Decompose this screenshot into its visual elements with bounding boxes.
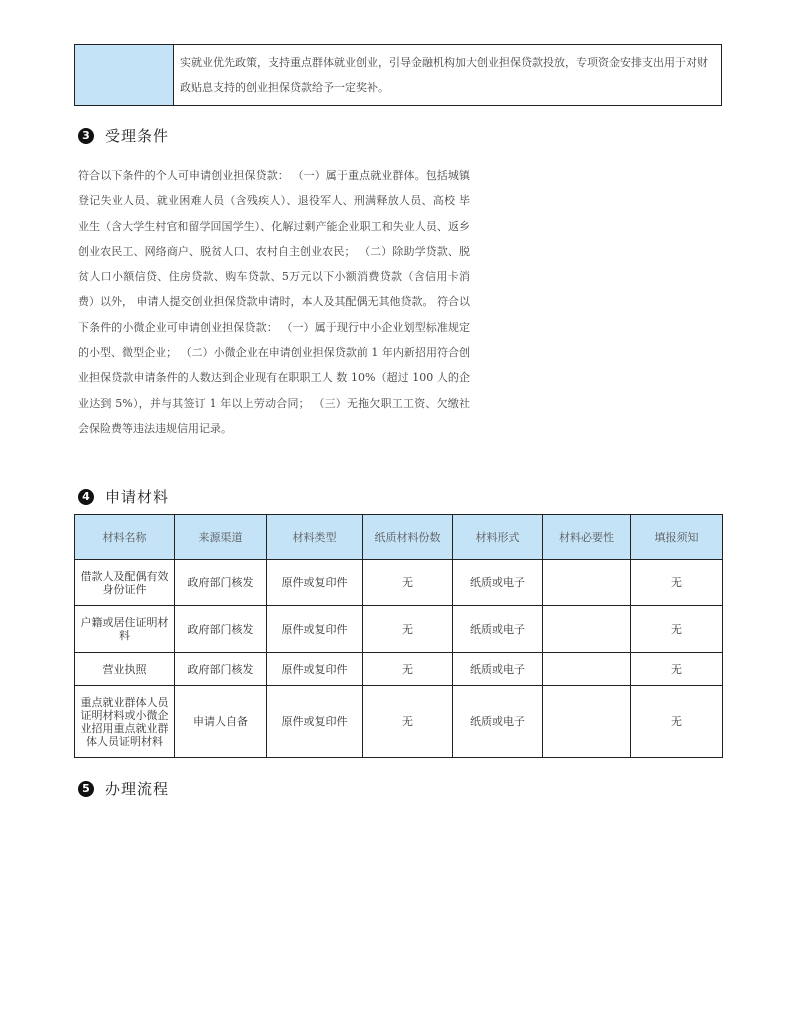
header-filling-notes: 填报须知 bbox=[631, 515, 723, 560]
section-process bbox=[78, 778, 169, 799]
cell-material-form: 纸质或电子 bbox=[453, 653, 543, 686]
cell-paper-copies: 无 bbox=[363, 560, 453, 606]
table-row bbox=[75, 686, 723, 758]
section-title-materials: 申请材料 bbox=[105, 488, 170, 506]
cell-source: 政府部门核发 bbox=[175, 653, 267, 686]
cell-material-name: 重点就业群体人员证明材料或小微企业招用重点就业群体人员证明材料 bbox=[75, 686, 175, 758]
section-title-process: 办理流程 bbox=[105, 780, 170, 798]
cell-material-type: 原件或复印件 bbox=[267, 686, 363, 758]
cell-source: 申请人自备 bbox=[175, 686, 267, 758]
header-material-type: 材料类型 bbox=[267, 515, 363, 560]
cell-material-form: 纸质或电子 bbox=[453, 606, 543, 653]
cell-filling-notes: 无 bbox=[631, 560, 723, 606]
cell-material-name: 借款人及配偶有效身份证件 bbox=[75, 560, 175, 606]
acceptance-conditions-text: 符合以下条件的个人可申请创业担保贷款： （一）属于重点就业群体。包括城镇登记失业人员、就业困难人员（含残疾人）、退役军人、刑满释放人员、高校 毕业生（含大学生村官和留学回国学生）、化解过剩产能企业职工和失业人员、返乡创业农民工、网络商户、脱贫人口、农村自主创业农民； （二）除助学贷款、脱贫人口小额信贷、住房贷款、购车贷款、5万元以下小额消费贷款（含信用卡消费）以外， 申请人提交创业担保贷款申请时，本人及其配偶无其他贷款。 符合以下条件的小微企业可申请创业担保贷款： （一）属于现行中小企业划型标准规定的小型、微型企业； （二）小微企业在申请创业担保贷款前 1 年内新招用符合创业担保贷款申请条件的人数达到企业现有在职职工人 数 10%（超过 100 人的企业达到 5%），并与其签订 1 年以上劳动合同； （三）无拖欠职工工资、欠缴社会保险费等违法违规信用记录。 bbox=[78, 169, 470, 435]
header-source: 来源渠道 bbox=[175, 515, 267, 560]
section-application-materials bbox=[78, 486, 169, 507]
cell-filling-notes: 无 bbox=[631, 653, 723, 686]
cell-necessity bbox=[543, 686, 631, 758]
table-row bbox=[75, 560, 723, 606]
cell-material-name: 营业执照 bbox=[75, 653, 175, 686]
cell-paper-copies: 无 bbox=[363, 653, 453, 686]
number-3-badge: 3 bbox=[78, 128, 94, 144]
table-row bbox=[75, 606, 723, 653]
header-necessity: 材料必要性 bbox=[543, 515, 631, 560]
cell-material-type: 原件或复印件 bbox=[267, 653, 363, 686]
cell-necessity bbox=[543, 606, 631, 653]
policy-basis-label-cell bbox=[75, 45, 174, 105]
table-header-row bbox=[75, 515, 723, 560]
cell-source: 政府部门核发 bbox=[175, 560, 267, 606]
policy-basis-text: 实就业优先政策，支持重点群体就业创业，引导金融机构加大创业担保贷款投放，专项资金安排支出用于对财政贴息支持的创业担保贷款给予一定奖补。 bbox=[180, 56, 708, 94]
header-paper-copies: 纸质材料份数 bbox=[363, 515, 453, 560]
policy-basis-box bbox=[74, 44, 722, 106]
cell-filling-notes: 无 bbox=[631, 686, 723, 758]
cell-necessity bbox=[543, 560, 631, 606]
cell-filling-notes: 无 bbox=[631, 606, 723, 653]
number-5-badge: 5 bbox=[78, 781, 94, 797]
header-material-form: 材料形式 bbox=[453, 515, 543, 560]
cell-necessity bbox=[543, 653, 631, 686]
materials-table bbox=[74, 514, 723, 758]
cell-material-form: 纸质或电子 bbox=[453, 560, 543, 606]
table-row bbox=[75, 653, 723, 686]
cell-material-type: 原件或复印件 bbox=[267, 606, 363, 653]
cell-material-form: 纸质或电子 bbox=[453, 686, 543, 758]
cell-material-type: 原件或复印件 bbox=[267, 560, 363, 606]
header-material-name: 材料名称 bbox=[75, 515, 175, 560]
cell-paper-copies: 无 bbox=[363, 606, 453, 653]
cell-material-name: 户籍或居住证明材料 bbox=[75, 606, 175, 653]
cell-source: 政府部门核发 bbox=[175, 606, 267, 653]
cell-paper-copies: 无 bbox=[363, 686, 453, 758]
section-title-conditions: 受理条件 bbox=[105, 127, 170, 145]
number-4-badge: 4 bbox=[78, 489, 94, 505]
section-acceptance-conditions bbox=[78, 125, 169, 146]
